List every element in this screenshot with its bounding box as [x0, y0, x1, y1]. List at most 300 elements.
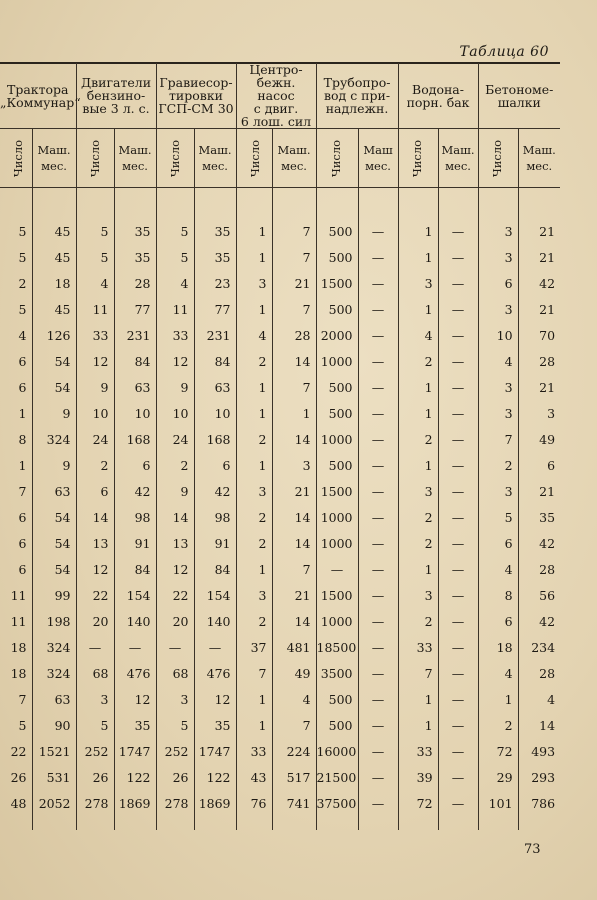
table-cell: 2	[236, 426, 272, 452]
table-cell: 13	[156, 530, 194, 556]
table-cell: 293	[518, 764, 560, 790]
table-cell: —	[358, 478, 398, 504]
table-row	[0, 660, 560, 686]
table-cell: 2	[398, 530, 438, 556]
table-cell: 21	[272, 270, 316, 296]
table-cell: 20	[156, 608, 194, 634]
table-cell: 84	[194, 348, 236, 374]
table-cell: 126	[32, 322, 76, 348]
table-cell: —	[358, 296, 398, 322]
table-cell: 2	[236, 504, 272, 530]
table-cell: —	[438, 244, 478, 270]
table-row	[0, 374, 560, 400]
table-cell: 476	[114, 660, 156, 686]
table-cell: 45	[32, 296, 76, 322]
table-cell: —	[358, 764, 398, 790]
table-cell: 9	[156, 374, 194, 400]
mash-subheader: Маш. мес.	[198, 143, 232, 173]
table-row	[0, 530, 560, 556]
table-cell: —	[438, 400, 478, 426]
table-cell: 42	[518, 530, 560, 556]
table-row	[0, 634, 560, 660]
table-cell: 22	[10, 743, 27, 759]
table-cell: 13	[76, 530, 114, 556]
table-cell: 1	[398, 452, 438, 478]
table-cell: 4	[518, 686, 560, 712]
table-cell: 42	[114, 478, 156, 504]
table-cell: 21500	[316, 764, 358, 790]
table-cell: 6	[18, 509, 27, 525]
table-cell: 476	[194, 660, 236, 686]
table-cell: 7	[18, 483, 27, 499]
table-cell: —	[358, 712, 398, 738]
table-cell: —	[438, 374, 478, 400]
spacer-row	[0, 188, 560, 219]
count-subheader: Число	[490, 139, 505, 177]
table-cell: 2	[236, 348, 272, 374]
table-cell: 9	[32, 400, 76, 426]
mash-subheader: Маш. мес.	[277, 143, 311, 173]
table-cell: 252	[76, 738, 114, 764]
table-cell: 252	[156, 738, 194, 764]
table-cell: 26	[156, 764, 194, 790]
table-cell: 35	[114, 218, 156, 244]
table-cell: 56	[518, 582, 560, 608]
table-cell: —	[438, 712, 478, 738]
table-cell: 3	[478, 218, 518, 244]
table-cell: 7	[272, 556, 316, 582]
table-row	[0, 296, 560, 322]
table-cell: —	[76, 634, 114, 660]
table-cell: 54	[32, 530, 76, 556]
mash-subheader: Маш мес.	[363, 143, 393, 173]
table-cell: 8	[478, 582, 518, 608]
table-cell: 11	[76, 296, 114, 322]
table-cell: 5	[76, 244, 114, 270]
table-cell: 20	[76, 608, 114, 634]
table-cell: 72	[398, 790, 438, 816]
column-header: Водона- порн. бак	[398, 63, 478, 129]
table-cell: 54	[32, 504, 76, 530]
table-cell: 198	[32, 608, 76, 634]
table-cell: 6	[194, 452, 236, 478]
page-number: 73	[524, 842, 541, 857]
table-cell: 54	[32, 348, 76, 374]
table-cell: 11	[10, 587, 27, 603]
table-cell: 4	[156, 270, 194, 296]
table-cell: —	[358, 374, 398, 400]
table-cell: —	[358, 244, 398, 270]
table-cell: 140	[194, 608, 236, 634]
count-subheader: Число	[167, 139, 182, 177]
table-cell: 500	[316, 400, 358, 426]
table-cell: 6	[114, 452, 156, 478]
table-cell: 6	[18, 379, 27, 395]
table-cell: —	[438, 322, 478, 348]
table-cell: 18	[10, 665, 27, 681]
table-cell: 4	[398, 322, 438, 348]
table-cell: —	[438, 452, 478, 478]
table-cell: 21	[272, 582, 316, 608]
table-cell: 28	[518, 348, 560, 374]
table-cell: 1	[236, 452, 272, 478]
mash-subheader: Маш. мес.	[37, 143, 71, 173]
table-cell: 98	[194, 504, 236, 530]
column-header: Гравиесор- тировки ГСП-СМ 30	[156, 63, 236, 129]
table-cell: 4	[18, 327, 27, 343]
table-cell: 2	[478, 452, 518, 478]
table-cell: 1	[236, 296, 272, 322]
table-cell: —	[358, 400, 398, 426]
table-cell: 1	[478, 686, 518, 712]
table-cell: 1000	[316, 426, 358, 452]
table-row	[0, 348, 560, 374]
table-cell: 6	[478, 530, 518, 556]
table-cell: 7	[18, 691, 27, 707]
table-cell: 6	[478, 270, 518, 296]
table-body	[0, 188, 560, 831]
table-row	[0, 712, 560, 738]
table-cell: 5	[18, 301, 27, 317]
table-cell: 1	[398, 244, 438, 270]
table-cell: —	[438, 270, 478, 296]
table-cell: 26	[76, 764, 114, 790]
table-row	[0, 764, 560, 790]
table-cell: 324	[32, 660, 76, 686]
table-cell: 1	[398, 556, 438, 582]
table-cell: 91	[114, 530, 156, 556]
table-cell: 531	[32, 764, 76, 790]
table-cell: —	[358, 270, 398, 296]
table-cell: 12	[156, 348, 194, 374]
table-cell: —	[358, 530, 398, 556]
table-cell: 1000	[316, 504, 358, 530]
table-cell: 3	[478, 478, 518, 504]
table-row	[0, 790, 560, 816]
table-cell: 14	[272, 348, 316, 374]
table-cell: 14	[272, 426, 316, 452]
table-cell: 68	[156, 660, 194, 686]
table-cell: 1747	[194, 738, 236, 764]
table-cell: —	[438, 608, 478, 634]
table-cell: —	[358, 790, 398, 816]
table-cell: 99	[32, 582, 76, 608]
table-cell: —	[358, 660, 398, 686]
table-row	[0, 686, 560, 712]
table-cell: 1869	[194, 790, 236, 816]
table-cell: 28	[272, 322, 316, 348]
table-cell: 21	[518, 296, 560, 322]
table-cell: 21	[272, 478, 316, 504]
table-cell: 6	[478, 608, 518, 634]
table-cell: 500	[316, 374, 358, 400]
table-cell: 7	[398, 660, 438, 686]
table-cell: 6	[18, 353, 27, 369]
table-cell: 18500	[316, 634, 358, 660]
table-cell: 2052	[32, 790, 76, 816]
count-subheader: Число	[410, 139, 425, 177]
table-cell: 72	[478, 738, 518, 764]
table-cell: 33	[398, 738, 438, 764]
table-cell: 5	[18, 249, 27, 265]
table-cell: 168	[114, 426, 156, 452]
table-cell: 42	[518, 608, 560, 634]
table-cell: 1000	[316, 530, 358, 556]
table-cell: 5	[156, 712, 194, 738]
table-cell: 84	[114, 348, 156, 374]
table-cell: 63	[194, 374, 236, 400]
table-cell: —	[156, 634, 194, 660]
column-header: Двигатели бензино- вые 3 л. с.	[76, 63, 156, 129]
table-cell: 2	[398, 426, 438, 452]
table-cell: 3	[76, 686, 114, 712]
table-cell: 4	[76, 270, 114, 296]
table-cell: 33	[156, 322, 194, 348]
table-cell: 10	[478, 322, 518, 348]
table-cell: 24	[156, 426, 194, 452]
table-cell: —	[438, 764, 478, 790]
table-cell: 2	[236, 530, 272, 556]
table-cell: 1500	[316, 582, 358, 608]
table-cell: 63	[32, 686, 76, 712]
table-cell: 33	[398, 634, 438, 660]
table-cell: 42	[518, 270, 560, 296]
table-cell: 84	[114, 556, 156, 582]
table-cell: 3500	[316, 660, 358, 686]
table-cell: 741	[272, 790, 316, 816]
table-cell: 1869	[114, 790, 156, 816]
table-cell: 1	[272, 400, 316, 426]
table-cell: 234	[518, 634, 560, 660]
table-cell: 4	[236, 322, 272, 348]
table-cell: 90	[32, 712, 76, 738]
table-cell: 4	[478, 348, 518, 374]
table-cell: 122	[114, 764, 156, 790]
table-cell: 3	[398, 478, 438, 504]
table-cell: 22	[156, 582, 194, 608]
table-cell: 231	[194, 322, 236, 348]
table-cell: 63	[32, 478, 76, 504]
table-cell: 28	[114, 270, 156, 296]
table-cell: 3	[478, 244, 518, 270]
table-cell: 14	[518, 712, 560, 738]
table-cell: 6	[518, 452, 560, 478]
table-cell: 3	[236, 582, 272, 608]
table-cell: 3	[398, 582, 438, 608]
table-cell: —	[438, 686, 478, 712]
table-cell: 21	[518, 374, 560, 400]
table-cell: —	[358, 738, 398, 764]
table-cell: —	[358, 608, 398, 634]
table-cell: 7	[236, 660, 272, 686]
table-cell: 33	[236, 738, 272, 764]
table-cell: 35	[518, 504, 560, 530]
table-cell: 37	[236, 634, 272, 660]
table-row	[0, 270, 560, 296]
table-cell: 1	[398, 218, 438, 244]
table-cell: 11	[156, 296, 194, 322]
table-cell: 12	[76, 556, 114, 582]
table-cell: 3	[478, 400, 518, 426]
table-cell: 1500	[316, 478, 358, 504]
table-cell: 14	[156, 504, 194, 530]
table-cell: 11	[10, 613, 27, 629]
table-cell: 2000	[316, 322, 358, 348]
table-cell: 1521	[32, 738, 76, 764]
table-cell: 1	[398, 296, 438, 322]
table-cell: 5	[76, 218, 114, 244]
table-cell: 49	[518, 426, 560, 452]
table-cell: 500	[316, 686, 358, 712]
table-cell: 3	[398, 270, 438, 296]
table-cell: 1000	[316, 348, 358, 374]
table-cell: 37500	[316, 790, 358, 816]
table-cell: 6	[18, 535, 27, 551]
table-cell: 9	[32, 452, 76, 478]
table-cell: 7	[478, 426, 518, 452]
table-cell: 10	[194, 400, 236, 426]
table-cell: 77	[194, 296, 236, 322]
table-cell: —	[358, 322, 398, 348]
table-cell: —	[438, 348, 478, 374]
column-header: Трубопро- вод с при- надлежн.	[316, 63, 398, 129]
table-cell: 43	[236, 764, 272, 790]
table-cell: 7	[272, 244, 316, 270]
table-cell: 3	[518, 400, 560, 426]
table-cell: 1	[236, 556, 272, 582]
table-cell: 6	[18, 561, 27, 577]
table-cell: 35	[114, 712, 156, 738]
sub-header-row	[0, 129, 560, 188]
table-cell: 500	[316, 296, 358, 322]
table-cell: 12	[76, 348, 114, 374]
table-cell: 28	[518, 660, 560, 686]
count-subheader: Число	[247, 139, 262, 177]
table-cell: 35	[194, 244, 236, 270]
table-cell: 5	[18, 223, 27, 239]
table-cell: 493	[518, 738, 560, 764]
table-cell: —	[194, 634, 236, 660]
table-cell: 8	[18, 431, 27, 447]
table-cell: 1	[398, 712, 438, 738]
table-cell: 18	[478, 634, 518, 660]
table-cell: 3	[478, 296, 518, 322]
column-header: Центро- бежн. насос с двиг. 6 лош. сил	[236, 63, 316, 129]
equipment-table	[0, 63, 560, 830]
table-cell: 2	[398, 608, 438, 634]
table-cell: 1	[236, 712, 272, 738]
table-cell: 10	[114, 400, 156, 426]
table-cell: 1	[236, 400, 272, 426]
table-cell: 2	[398, 348, 438, 374]
table-cell: —	[438, 218, 478, 244]
table-cell: 39	[398, 764, 438, 790]
table-cell: —	[438, 738, 478, 764]
table-cell: 1	[398, 374, 438, 400]
table-row	[0, 426, 560, 452]
table-cell: 324	[32, 426, 76, 452]
table-cell: 278	[76, 790, 114, 816]
table-cell: —	[438, 426, 478, 452]
table-cell: 21	[518, 244, 560, 270]
table-row	[0, 738, 560, 764]
group-header-row	[0, 63, 560, 129]
table-cell: 14	[76, 504, 114, 530]
table-cell: —	[358, 218, 398, 244]
table-cell: 1	[236, 374, 272, 400]
table-cell: —	[358, 348, 398, 374]
column-header: Бетономе- шалки	[478, 63, 560, 129]
table-cell: —	[114, 634, 156, 660]
table-cell: 9	[76, 374, 114, 400]
table-cell: 1500	[316, 270, 358, 296]
table-cell: 14	[272, 504, 316, 530]
table-cell: 517	[272, 764, 316, 790]
end-row	[0, 816, 560, 830]
table-cell: 77	[114, 296, 156, 322]
table-cell: 5	[156, 218, 194, 244]
table-cell: 12	[194, 686, 236, 712]
table-cell: 154	[194, 582, 236, 608]
table-cell: 481	[272, 634, 316, 660]
table-cell: 21	[518, 478, 560, 504]
table-cell: 4	[478, 660, 518, 686]
table-cell: 98	[114, 504, 156, 530]
table-cell: 500	[316, 712, 358, 738]
table-cell: 1	[236, 686, 272, 712]
table-cell: 1	[398, 686, 438, 712]
count-subheader: Число	[87, 139, 102, 177]
table-cell: 1	[398, 400, 438, 426]
table-row	[0, 244, 560, 270]
table-cell: 1747	[114, 738, 156, 764]
table-cell: 2	[18, 275, 27, 291]
table-cell: 3	[478, 374, 518, 400]
table-cell: 14	[272, 530, 316, 556]
table-cell: 278	[156, 790, 194, 816]
table-cell: 2	[236, 608, 272, 634]
table-cell: 2	[478, 712, 518, 738]
table-cell: 2	[398, 504, 438, 530]
table-cell: 42	[194, 478, 236, 504]
table-cell: 10	[76, 400, 114, 426]
table-cell: 63	[114, 374, 156, 400]
table-cell: —	[438, 296, 478, 322]
table-cell: 35	[114, 244, 156, 270]
table-cell: —	[358, 504, 398, 530]
table-cell: 7	[272, 374, 316, 400]
table-cell: 12	[156, 556, 194, 582]
table-cell: 21	[518, 218, 560, 244]
table-cell: 3	[236, 270, 272, 296]
table-cell: 45	[32, 218, 76, 244]
table-cell: —	[438, 634, 478, 660]
column-header: Трактора „Коммунар“	[0, 63, 76, 129]
table-cell: 16000	[316, 738, 358, 764]
table-cell: 9	[156, 478, 194, 504]
table-cell: —	[438, 582, 478, 608]
table-cell: 5	[478, 504, 518, 530]
table-cell: —	[358, 452, 398, 478]
table-cell: 6	[76, 478, 114, 504]
table-cell: 48	[10, 795, 27, 811]
mash-subheader: Маш. мес.	[522, 143, 556, 173]
mash-subheader: Маш. мес.	[441, 143, 475, 173]
table-cell: —	[438, 556, 478, 582]
table-cell: 3	[236, 478, 272, 504]
table-row	[0, 452, 560, 478]
table-cell: 2	[156, 452, 194, 478]
